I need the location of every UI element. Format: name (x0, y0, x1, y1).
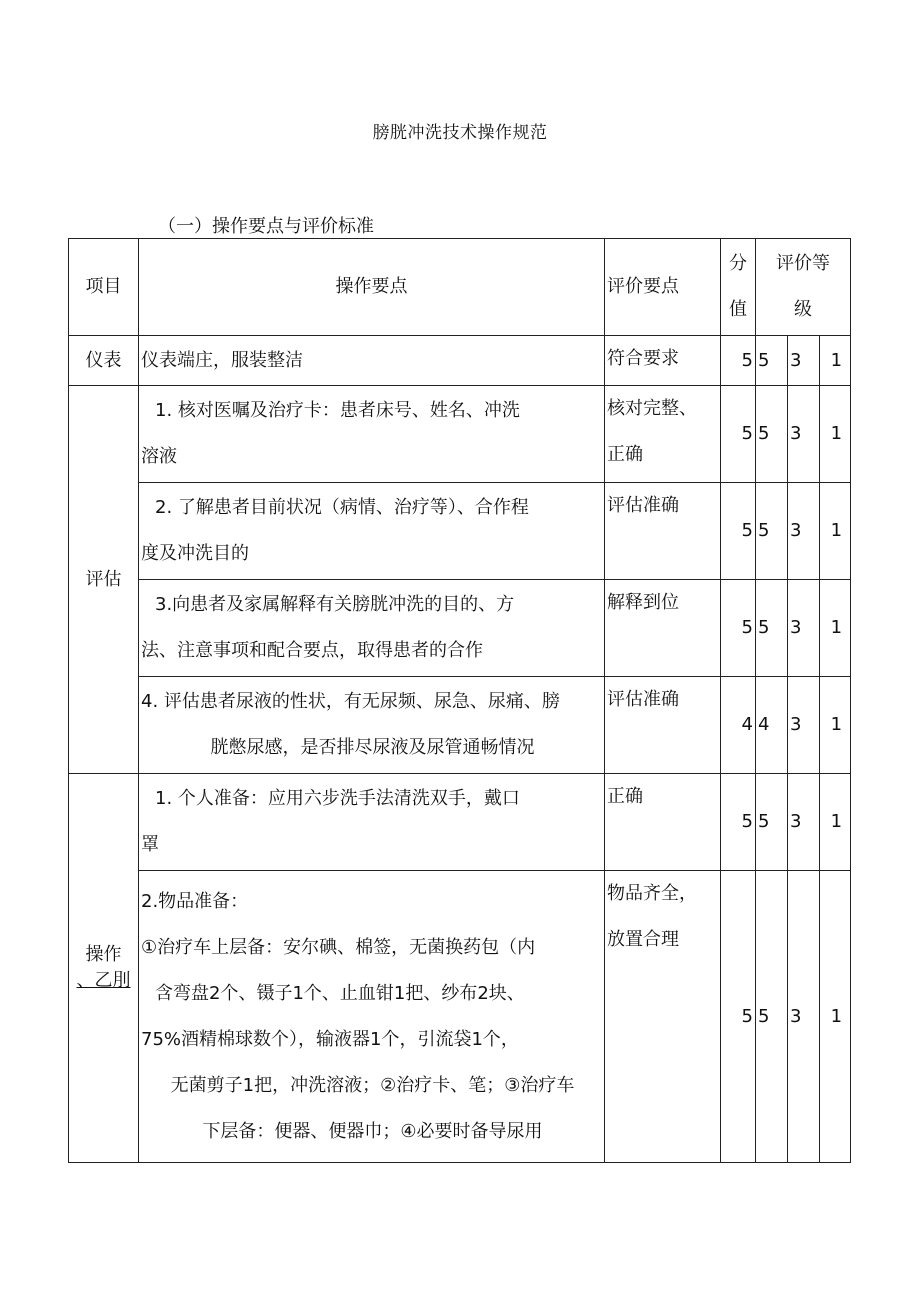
row-grade-c: 1 (820, 580, 851, 677)
group-operation-line1: 操作 (85, 944, 122, 965)
row-grade-a: 5 (756, 871, 788, 1163)
table-row (69, 386, 851, 483)
table-row (69, 483, 851, 580)
eval-line: 正确 (607, 444, 643, 465)
point-line: 法、注意事项和配合要点，取得患者的合作 (141, 640, 483, 661)
row-grade-b: 3 (788, 386, 820, 483)
point-line: 3.向患者及家属解释有关膀胱冲洗的目的、方 (155, 594, 515, 615)
row-eval (605, 677, 721, 774)
group-operation-line2: 、乙刖 (76, 970, 131, 991)
row-point (139, 336, 605, 386)
row-eval (605, 580, 721, 677)
row-eval (605, 386, 721, 483)
table-row (69, 677, 851, 774)
point-line: 下层备：便器、便器巾；④必要时备导尿用 (202, 1120, 543, 1142)
row-grade-c: 1 (820, 336, 851, 386)
header-point: 操作要点 (139, 239, 605, 336)
eval-line: 符合要求 (607, 348, 679, 369)
row-eval (605, 871, 721, 1163)
row-eval (605, 774, 721, 871)
table-row (69, 580, 851, 677)
row-grade-b: 3 (788, 871, 820, 1163)
point-line: 1. 个人准备：应用六步洗手法清洗双手，戴口 (155, 788, 520, 809)
row-point (139, 386, 605, 483)
eval-line: 解释到位 (607, 592, 679, 613)
row-grade-a: 5 (756, 774, 788, 871)
header-grade-line1: 评价等 (776, 253, 830, 274)
group-operation (69, 774, 139, 1163)
row-grade-b: 3 (788, 580, 820, 677)
row-grade-b: 3 (788, 336, 820, 386)
table-header-row (69, 239, 851, 336)
evaluation-table (68, 238, 851, 1163)
row-score: 5 (721, 871, 756, 1163)
row-score: 5 (721, 774, 756, 871)
row-grade-a: 5 (756, 483, 788, 580)
header-eval: 评价要点 (605, 239, 721, 336)
point-line: 胱憋尿感，是否排尽尿液及尿管通畅情况 (210, 737, 535, 758)
row-point (139, 580, 605, 677)
row-grade-a: 4 (756, 677, 788, 774)
row-score: 5 (721, 483, 756, 580)
group-appearance: 仪表 (69, 336, 139, 386)
point-line: 75%酒精棉球数个），输液器1个，引流袋1个， (141, 1028, 519, 1050)
section-heading: （一）操作要点与评价标准 (158, 216, 374, 237)
group-assessment: 评估 (69, 386, 139, 774)
header-score-line2: 值 (729, 299, 747, 320)
eval-line: 评估准确 (607, 689, 679, 710)
table-row (69, 336, 851, 386)
row-grade-c: 1 (820, 386, 851, 483)
row-score: 4 (721, 677, 756, 774)
row-grade-c: 1 (820, 677, 851, 774)
point-line: 仪表端庄，服装整洁 (141, 349, 303, 371)
row-eval (605, 483, 721, 580)
header-grade-line2: 级 (794, 299, 812, 320)
row-grade-b: 3 (788, 677, 820, 774)
row-score: 5 (721, 336, 756, 386)
point-line: 溶液 (141, 446, 177, 467)
row-grade-a: 5 (756, 386, 788, 483)
table-row (69, 871, 851, 1163)
eval-line: 物品齐全， (607, 883, 697, 904)
point-line: 1. 核对医嘱及治疗卡：患者床号、姓名、冲洗 (155, 400, 520, 421)
eval-line: 核对完整、 (607, 398, 697, 419)
point-line: ①治疗车上层备：安尔碘、棉签，无菌换药包（内 (141, 936, 536, 958)
header-score-line1: 分 (729, 253, 747, 274)
row-score: 5 (721, 580, 756, 677)
header-item: 项目 (69, 239, 139, 336)
eval-line: 评估准确 (607, 495, 679, 516)
document-title: 膀胱冲洗技术操作规范 (372, 123, 548, 143)
point-line: 无菌剪子1把，冲洗溶液；②治疗卡、笔；③治疗车 (170, 1074, 575, 1096)
row-grade-a: 5 (756, 580, 788, 677)
row-point (139, 483, 605, 580)
row-point (139, 871, 605, 1163)
point-line: 罩 (141, 834, 159, 855)
table-row (69, 774, 851, 871)
row-grade-a: 5 (756, 336, 788, 386)
row-grade-c: 1 (820, 774, 851, 871)
point-line: 4. 评估患者尿液的性状，有无尿频、尿急、尿痛、膀 (141, 691, 560, 712)
row-eval (605, 336, 721, 386)
row-grade-b: 3 (788, 774, 820, 871)
eval-line: 放置合理 (607, 929, 679, 950)
row-grade-c: 1 (820, 483, 851, 580)
row-score: 5 (721, 386, 756, 483)
row-grade-c: 1 (820, 871, 851, 1163)
row-point (139, 677, 605, 774)
header-score (721, 239, 756, 336)
point-line: 含弯盘2个、镊子1个、止血钳1把、纱布2块、 (155, 982, 525, 1004)
row-point (139, 774, 605, 871)
header-grade (756, 239, 851, 336)
point-line: 2.物品准备： (141, 890, 249, 912)
row-grade-b: 3 (788, 483, 820, 580)
point-line: 度及冲洗目的 (141, 543, 249, 564)
point-line: 2. 了解患者目前状况（病情、治疗等）、合作程 (155, 497, 529, 518)
eval-line: 正确 (607, 786, 643, 807)
